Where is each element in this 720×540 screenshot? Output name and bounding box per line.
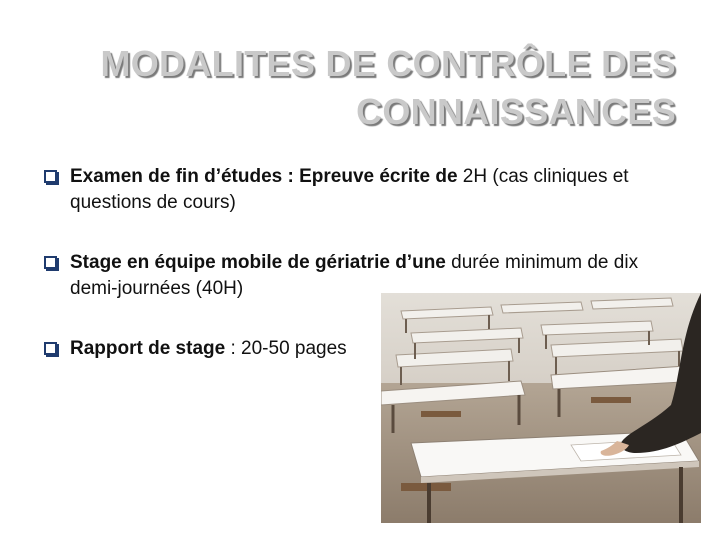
bullet-bold-text: Examen de fin d’études : Epreuve écrite de [70, 166, 458, 187]
slide-title-line-1: MODALITES DE CONTRÔLE DES [100, 43, 676, 84]
checkbox-bullet-icon [44, 342, 57, 355]
exam-hall-illustration [381, 293, 701, 523]
bullet-bold-text: Stage en équipe mobile de gériatrie d’une [70, 252, 446, 273]
bullet-bold-text: Rapport de stage [70, 338, 226, 359]
slide-title-line-2: CONNAISSANCES [356, 91, 676, 132]
slide-title [76, 40, 676, 136]
bullet-text: 2H (cas cliniques et questions de cours) [70, 166, 629, 213]
checkbox-bullet-icon [44, 170, 57, 183]
bullet-item-exam [44, 164, 684, 216]
bullet-text: durée minimum de dix demi-journées (40H) [70, 252, 639, 299]
bullet-text: : 20-50 pages [225, 338, 347, 359]
exam-hall-photo [381, 293, 701, 523]
checkbox-bullet-icon [44, 256, 57, 269]
